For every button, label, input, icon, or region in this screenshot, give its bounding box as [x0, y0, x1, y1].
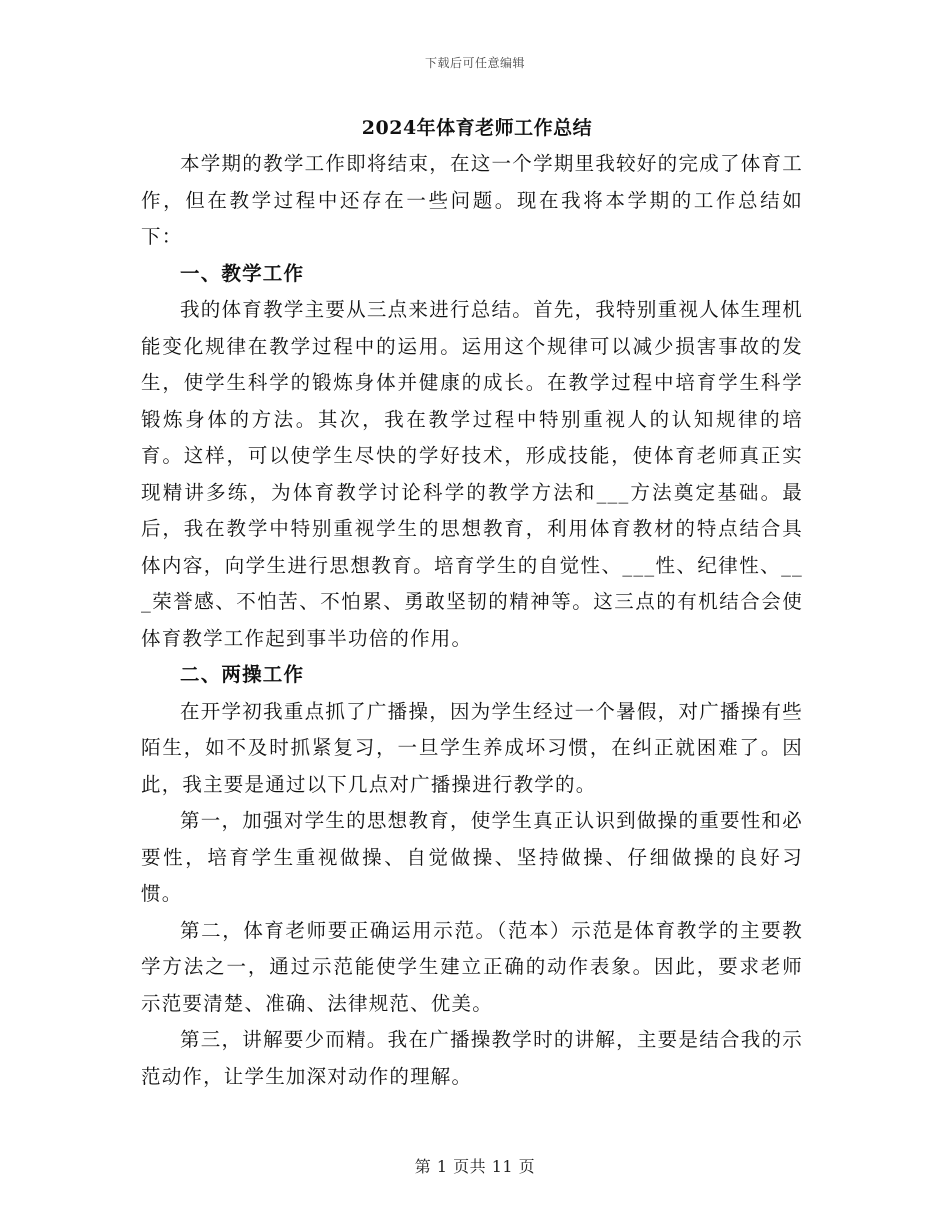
section-heading-teaching: 一、教学工作: [180, 261, 305, 285]
page-number-footer: 第 1 页共 11 页: [414, 1157, 536, 1176]
document-body: [141, 112, 803, 1095]
header-note: 下载后可任意编辑: [424, 56, 525, 70]
teaching-paragraph: 我的体育教学主要从三点来进行总结。首先，我特别重视人体生理机能变化规律在教学过程中的运用。运用这个规律可以减少损害事故的发生，使学生科学的锻炼身体并健康的成长。在教学过程中培育学生科学锻炼身体的方法。其次，我在教学过程中特别重视人的认知规律的培育。这样，可以使学生尽快的学好技术，形成技能，使体育老师真正实现精讲多练，为体育教学讨论科学的教学方法和___方法奠定基础。最后，我在教学中特别重视学生的思想教育，利用体育教材的特点结合具体内容，向学生进行思想教育。培育学生的自觉性、___性、纪律性、___荣誉感、不怕苦、不怕累、勇敢坚韧的精神等。这三点的有机结合会使体育教学工作起到事半功倍的作用。: [141, 298, 803, 650]
document-title: 2024年体育老师工作总结: [361, 117, 593, 139]
section-heading-exercises: 二、两操工作: [180, 663, 305, 686]
point-one-paragraph: 第一，加强对学生的思想教育，使学生真正认识到做操的重要性和必要性，培育学生重视做操、自觉做操、坚持做操、仔细做操的良好习惯。: [141, 809, 803, 905]
point-three-paragraph: 第三，讲解要少而精。我在广播操教学时的讲解，主要是结合我的示范动作，让学生加深对动作的理解。: [141, 1028, 803, 1088]
exercises-paragraph: 在开学初我重点抓了广播操，因为学生经过一个暑假，对广播操有些陌生，如不及时抓紧复习，一旦学生养成坏习惯，在纠正就困难了。因此，我主要是通过以下几点对广播操进行教学的。: [141, 699, 803, 796]
intro-paragraph: 本学期的教学工作即将结束，在这一个学期里我较好的完成了体育工作，但在教学过程中还存在一些问题。现在我将本学期的工作总结如下：: [141, 152, 803, 248]
point-two-paragraph: 第二，体育老师要正确运用示范。（范本）示范是体育教学的主要教学方法之一，通过示范能使学生建立正确的动作表象。因此，要求老师示范要清楚、准确、法律规范、优美。: [141, 918, 803, 1015]
